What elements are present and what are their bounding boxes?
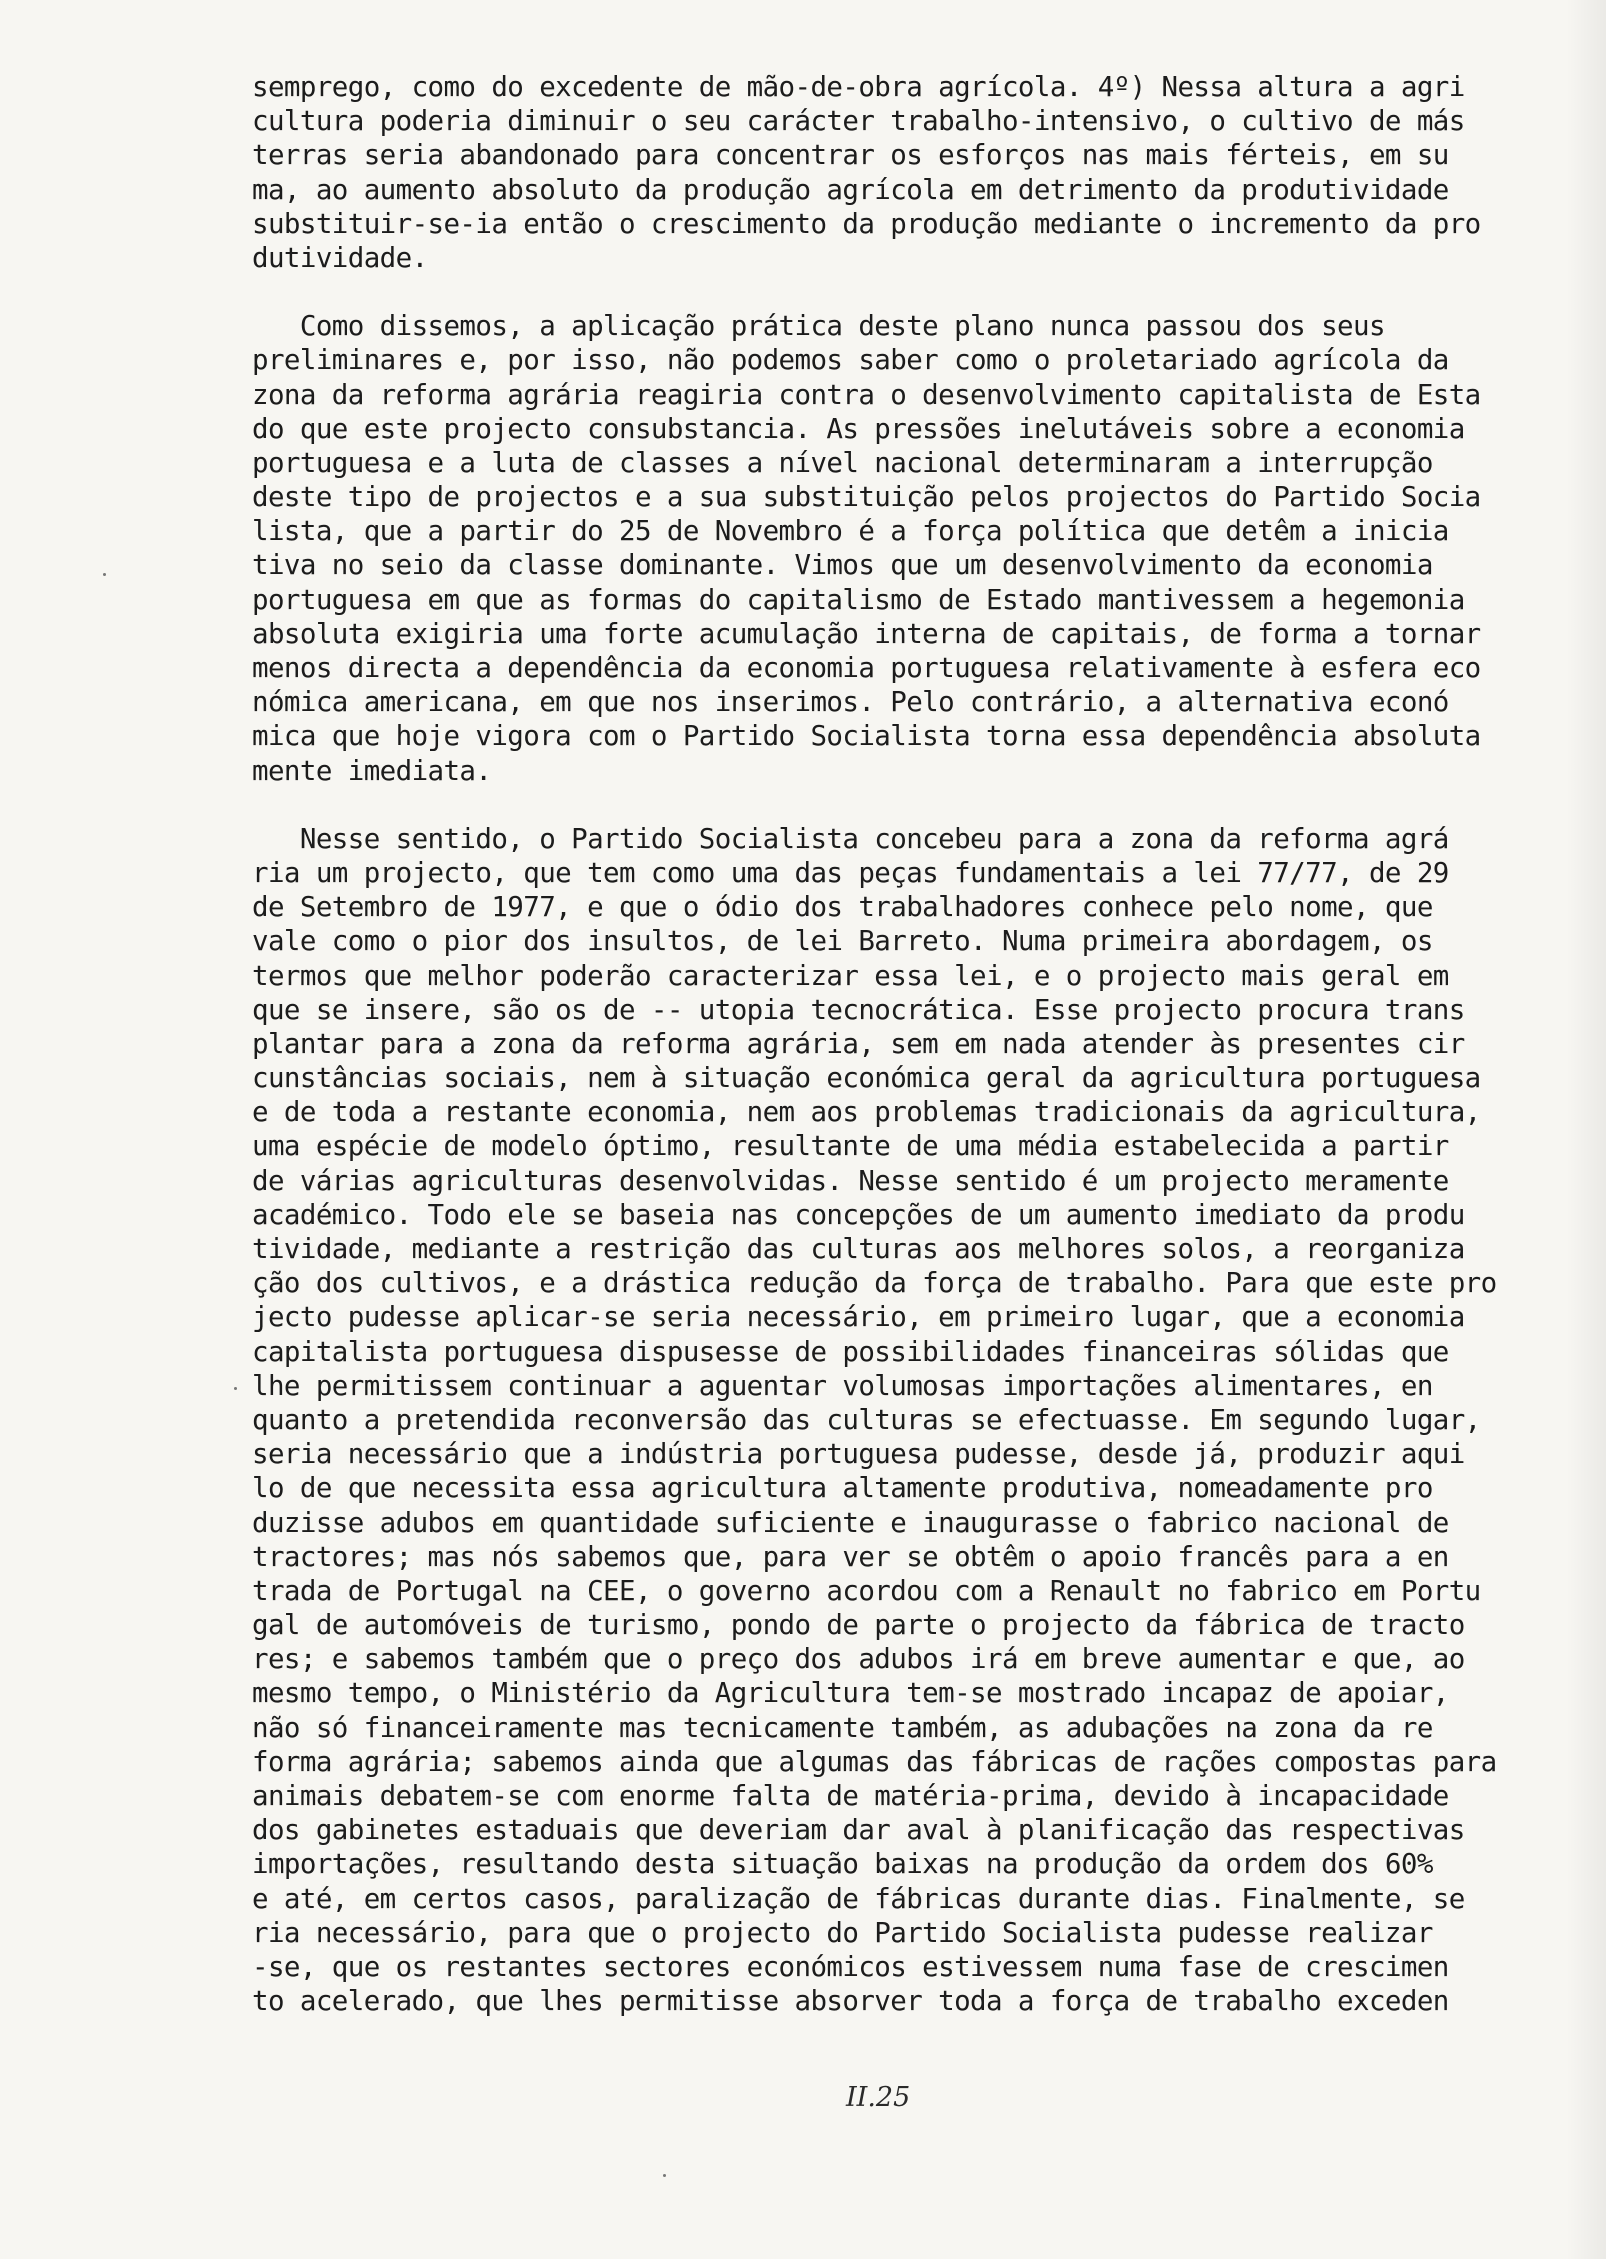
text-line: e de toda a restante economia, nem aos problemas tradicionais da agricultura, (252, 1096, 1481, 1129)
text-line: menos directa a dependência da economia portuguesa relativamente à esfera eco (252, 652, 1481, 684)
text-line: ma, ao aumento absoluto da produção agrícola em detrimento da produtividade (252, 173, 1449, 206)
text-line: uma espécie de modelo óptimo, resultante de uma média estabelecida a partir (252, 1130, 1449, 1163)
scan-speck (663, 2174, 666, 2177)
text-line: animais debatem-se com enorme falta de matéria-prima, devido à incapacidade (252, 1780, 1449, 1812)
text-line: académico. Todo ele se baseia nas concepções de um aumento imediato da produ (252, 1198, 1465, 1231)
text-line: de várias agriculturas desenvolvidas. Nesse sentido é um projecto meramente (252, 1164, 1449, 1197)
text-line: deste tipo de projectos e a sua substituição pelos projectos do Partido Socia (252, 481, 1481, 514)
text-line: plantar para a zona da reforma agrária, sem em nada atender às presentes cir (252, 1027, 1465, 1060)
text-line: zona da reforma agrária reagiria contra o desenvolvimento capitalista de Esta (252, 378, 1481, 411)
text-line: quanto a pretendida reconversão das culturas se efectuasse. Em segundo lugar, (252, 1403, 1481, 1436)
text-line: tividade, mediante a restrição das culturas aos melhores solos, a reorganiza (252, 1233, 1465, 1265)
text-line: portuguesa em que as formas do capitalismo de Estado mantivessem a hegemonia (252, 583, 1465, 616)
text-line: tiva no seio da classe dominante. Vimos que um desenvolvimento da economia (252, 549, 1433, 582)
text-line: forma agrária; sabemos ainda que algumas das fábricas de rações compostas para (252, 1745, 1497, 1778)
text-line: portuguesa e a luta de classes a nível nacional determinaram a interrupção (252, 446, 1433, 479)
scan-speck (103, 573, 106, 576)
page-number: II.25 (846, 2082, 911, 2113)
text-line: mente imediata. (252, 754, 492, 787)
scan-speck (234, 1387, 237, 1390)
text-line: que se insere, são os de -- utopia tecnocrática. Esse projecto procura trans (252, 993, 1465, 1026)
text-line: Nesse sentido, o Partido Socialista concebeu para a zona da reforma agrá (252, 822, 1449, 855)
text-line: do que este projecto consubstancia. As pressões inelutáveis sobre a economia (252, 412, 1465, 445)
text-line: cultura poderia diminuir o seu carácter trabalho-intensivo, o cultivo de más (252, 105, 1465, 138)
text-line: cunstâncias sociais, nem à situação económica geral da agricultura portuguesa (252, 1062, 1481, 1095)
text-line: lhe permitissem continuar a aguentar volumosas importações alimentares, en (252, 1369, 1433, 1402)
text-line: dutividade. (252, 241, 428, 274)
text-line: dos gabinetes estaduais que deveriam dar aval à planificação das respectivas (252, 1814, 1465, 1847)
text-line: ção dos cultivos, e a drástica redução da força de trabalho. Para que este pro (252, 1267, 1497, 1300)
text-line: terras seria abandonado para concentrar os esforços nas mais férteis, em su (252, 139, 1449, 172)
text-line: semprego, como do excedente de mão-de-obra agrícola. 4º) Nessa altura a agri (252, 71, 1465, 103)
text-line: importações, resultando desta situação baixas na produção da ordem dos 60% (252, 1848, 1433, 1881)
text-line: Como dissemos, a aplicação prática deste plano nunca passou dos seus (252, 310, 1385, 343)
text-line: -se, que os restantes sectores económicos estivessem numa fase de crescimen (252, 1950, 1449, 1983)
text-line: substituir-se-ia então o crescimento da produção mediante o incremento da pro (252, 207, 1481, 240)
text-line: lista, que a partir do 25 de Novembro é a força política que detêm a inicia (252, 515, 1449, 548)
text-line: trada de Portugal na CEE, o governo acordou com a Renault no fabrico em Portu (252, 1574, 1481, 1607)
paragraph-gap (252, 275, 1552, 309)
paragraph-1 (252, 70, 1552, 275)
text-line: duzisse adubos em quantidade suficiente e inaugurasse o fabrico nacional de (252, 1506, 1449, 1539)
text-line: não só financeiramente mas tecnicamente também, as adubações na zona da re (252, 1711, 1433, 1744)
text-line: nómica americana, em que nos inserimos. Pelo contrário, a alternativa econó (252, 686, 1449, 719)
text-line: capitalista portuguesa dispusesse de possibilidades financeiras sólidas que (252, 1335, 1449, 1368)
text-line: ria necessário, para que o projecto do Partido Socialista pudesse realizar (252, 1916, 1433, 1949)
text-line: preliminares e, por isso, não podemos saber como o proletariado agrícola da (252, 344, 1449, 377)
text-line: de Setembro de 1977, e que o ódio dos trabalhadores conhece pelo nome, que (252, 891, 1433, 924)
text-line: termos que melhor poderão caracterizar essa lei, e o projecto mais geral em (252, 959, 1449, 992)
text-line: mica que hoje vigora com o Partido Socialista torna essa dependência absoluta (252, 720, 1481, 753)
text-line: to acelerado, que lhes permitisse absorver toda a força de trabalho exceden (252, 1985, 1449, 2018)
text-line: tractores; mas nós sabemos que, para ver se obtêm o apoio francês para a en (252, 1540, 1449, 1573)
document-body (252, 70, 1552, 2018)
text-line: e até, em certos casos, paralização de fábricas durante dias. Finalmente, se (252, 1882, 1465, 1915)
text-line: mesmo tempo, o Ministério da Agricultura tem-se mostrado incapaz de apoiar, (252, 1677, 1449, 1710)
text-line: gal de automóveis de turismo, pondo de parte o projecto da fábrica de tracto (252, 1609, 1465, 1642)
text-line: absoluta exigiria uma forte acumulação interna de capitais, de forma a tornar (252, 617, 1481, 650)
text-line: res; e sabemos também que o preço dos adubos irá em breve aumentar e que, ao (252, 1643, 1465, 1676)
text-line: vale como o pior dos insultos, de lei Barreto. Numa primeira abordagem, os (252, 925, 1433, 958)
paragraph-2 (252, 309, 1552, 788)
text-line: ria um projecto, que tem como uma das peças fundamentais a lei 77/77, de 29 (252, 856, 1449, 889)
text-line: jecto pudesse aplicar-se seria necessário, em primeiro lugar, que a economia (252, 1301, 1465, 1334)
paragraph-3 (252, 822, 1552, 2019)
text-line: lo de que necessita essa agricultura altamente produtiva, nomeadamente pro (252, 1472, 1433, 1505)
paragraph-gap (252, 788, 1552, 822)
text-line: seria necessário que a indústria portuguesa pudesse, desde já, produzir aqui (252, 1438, 1465, 1471)
